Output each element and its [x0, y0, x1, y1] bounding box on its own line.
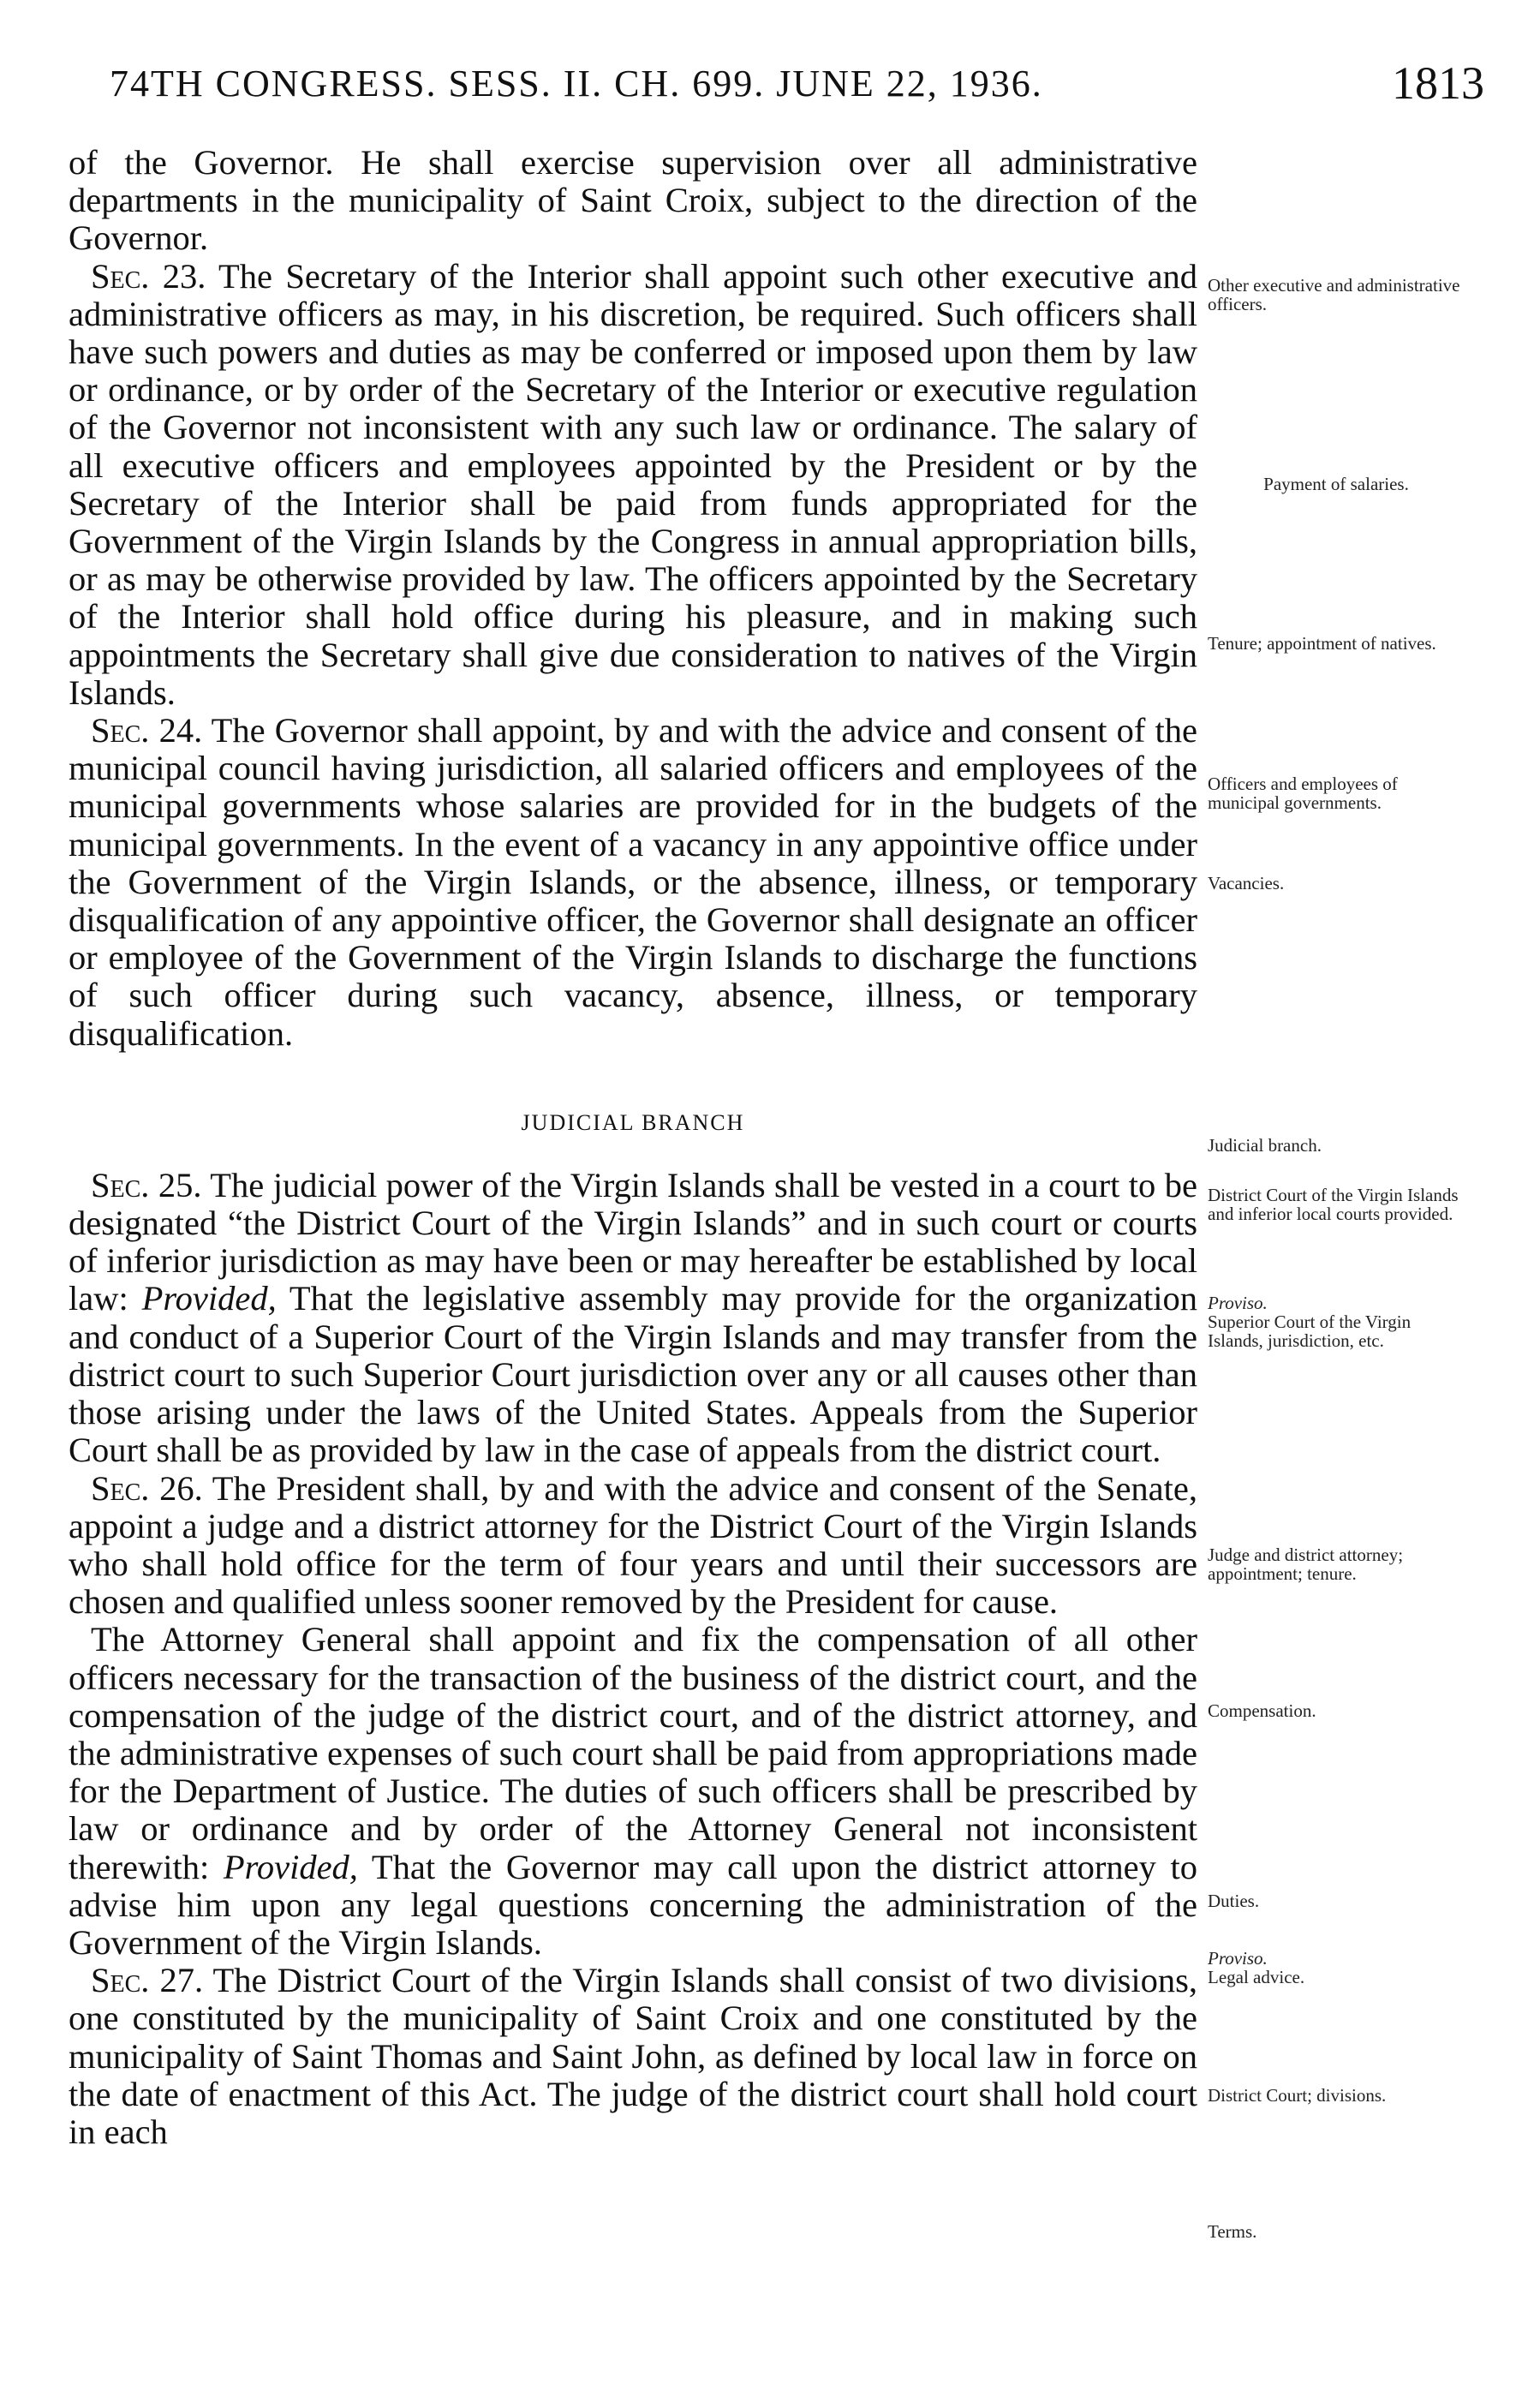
body-text	[69, 144, 1197, 2151]
paragraph-text: 26. The President shall, by and with the advice and consent of the Senate, appoint a judge and a district attorney for the District Court of the Virgin Islands who shall hold office for the term of four years and until their successors are chosen and qualified unless sooner removed by the President for cause.	[69, 1468, 1198, 1622]
margin-note-duties: Duties.	[1208, 1891, 1260, 1911]
margin-note-payment: Payment of salaries.	[1263, 474, 1409, 494]
paragraph-sec-25	[69, 1167, 1197, 1470]
proviso-italic: Provided,	[223, 1847, 358, 1886]
margin-note-compensation: Compensation.	[1208, 1700, 1316, 1721]
sec-label: Sec.	[91, 711, 150, 750]
paragraph-sec-24	[69, 712, 1197, 1053]
margin-note-divisions: District Court; divisions.	[1208, 2085, 1387, 2106]
margin-note-district-court: District Court of the Virgin Islands and inferior local courts provided.	[1208, 1185, 1459, 1224]
margin-note-legal-advice: Legal advice.	[1208, 1967, 1305, 1987]
paragraph-sec-27	[69, 1962, 1197, 2151]
paragraph-text: 27. The District Court of the Virgin Islands shall consist of two divisions, one constituted by the municipality of Saint Croix and one constituted by the municipality of Saint Thomas and Saint John, as defined by local law in force on the date of enactment of this Act. The judge of the district court shall hold court in each	[69, 1961, 1197, 2151]
paragraph-attorney-general	[69, 1621, 1197, 1962]
sec-label: Sec.	[91, 256, 150, 296]
paragraph-text: 25. The judicial power of the Virgin Islands shall be vested in a court to be designated “the District Court of the Virgin Islands” and in such court or courts of inferior jurisdiction as may have been or may hereafter be established by local law:	[69, 1165, 1197, 1318]
margin-note-proviso-2	[1208, 1949, 1465, 1968]
paragraph-text: That the Governor may call upon the district attorney to advise him upon any legal questions concerning the administration of the Government of the Virgin Islands.	[69, 1847, 1198, 1962]
margin-notes	[1208, 0, 1465, 2408]
paragraph-sec-23	[69, 258, 1197, 712]
paragraph-governor-continuation: of the Governor. He shall exercise supervision over all administrative departments in the municipality of Saint Croix, subject to the direction of the Governor.	[69, 143, 1197, 258]
margin-note-other-executive: Other executive and administrative officers.	[1208, 275, 1460, 314]
proviso-italic: Provided,	[141, 1279, 277, 1318]
paragraph-text: That the legislative assembly may provide for the organization and conduct of a Superior Court of the Virgin Islands and may transfer from the district court to such Superior Court jurisdiction over any or all causes other than those arising under the laws of the United States. Appeals from the Superior Court shall be as provided by law in the case of appeals from the district court.	[69, 1279, 1197, 1470]
margin-note-superior-court: Superior Court of the Virgin Islands, jurisdiction, etc.	[1208, 1312, 1412, 1351]
sec-label: Sec.	[91, 1961, 150, 2000]
proviso-label: Proviso.	[1208, 1293, 1268, 1313]
sec-label: Sec.	[91, 1468, 150, 1508]
margin-note-proviso-1	[1208, 1294, 1465, 1312]
page-number: 1813	[1392, 57, 1484, 109]
margin-note-tenure: Tenure; appointment of natives.	[1208, 633, 1436, 654]
paragraph-text: 23. The Secretary of the Interior shall appoint such other executive and administrative officers as may, in his discretion, be required. Such officers shall have such powers and duties as may be conferred or imposed upon them by law or ordinance, or by order of the Secretary of the Interior or executive regulation of the Governor not inconsistent with any such law or ordinance. The salary of all executive officers and employees appointed by the President or by the Secretary of the Interior shall be paid from funds appropriated for the Government of the Virgin Islands by the Congress in annual appropriation bills, or as may be otherwise provided by law. The officers appointed by the Secretary of the Interior shall hold office during his pleasure, and in making such appointments the Secretary shall give due consideration to natives of the Virgin Islands.	[69, 256, 1197, 712]
sec-label: Sec.	[91, 1165, 150, 1204]
section-heading-judicial-branch: JUDICIAL BRANCH	[521, 1109, 745, 1135]
paragraph-sec-26	[69, 1470, 1197, 1622]
proviso-label: Proviso.	[1208, 1948, 1268, 1969]
margin-note-terms: Terms.	[1208, 2221, 1257, 2242]
paragraph-text: The Attorney General shall appoint and fix the compensation of all other officers necessary for the transaction of the business of the district court, and the compensation of the judge of the district court, and of the district attorney, and the administrative expenses of such court shall be paid from appropriations made for the Department of Justice. The duties of such officers shall be prescribed by law or ordinance and by order of the Attorney General not inconsistent therewith:	[69, 1620, 1197, 1886]
margin-note-judge-attorney: Judge and district attorney; appointment; tenure.	[1208, 1545, 1404, 1584]
margin-note-officers-employees: Officers and employees of municipal governments.	[1208, 774, 1398, 813]
running-head: 74TH CONGRESS. SESS. II. CH. 699. JUNE 22, 1936.	[110, 63, 1043, 105]
margin-note-vacancies: Vacancies.	[1208, 873, 1285, 893]
paragraph-text: 24. The Governor shall appoint, by and with the advice and consent of the municipal council having jurisdiction, all salaried officers and employees of the municipal governments whose salaries are provided for in the budgets of the municipal governments. In the event of a vacancy in any appointive office under the Government of the Virgin Islands, or the absence, illness, or temporary disqualification of any appointive officer, the Governor shall designate an officer or employee of the Government of the Virgin Islands to discharge the functions of such officer during such vacancy, absence, illness, or temporary disqualification.	[69, 711, 1197, 1053]
margin-note-judicial-branch: Judicial branch.	[1208, 1135, 1322, 1156]
